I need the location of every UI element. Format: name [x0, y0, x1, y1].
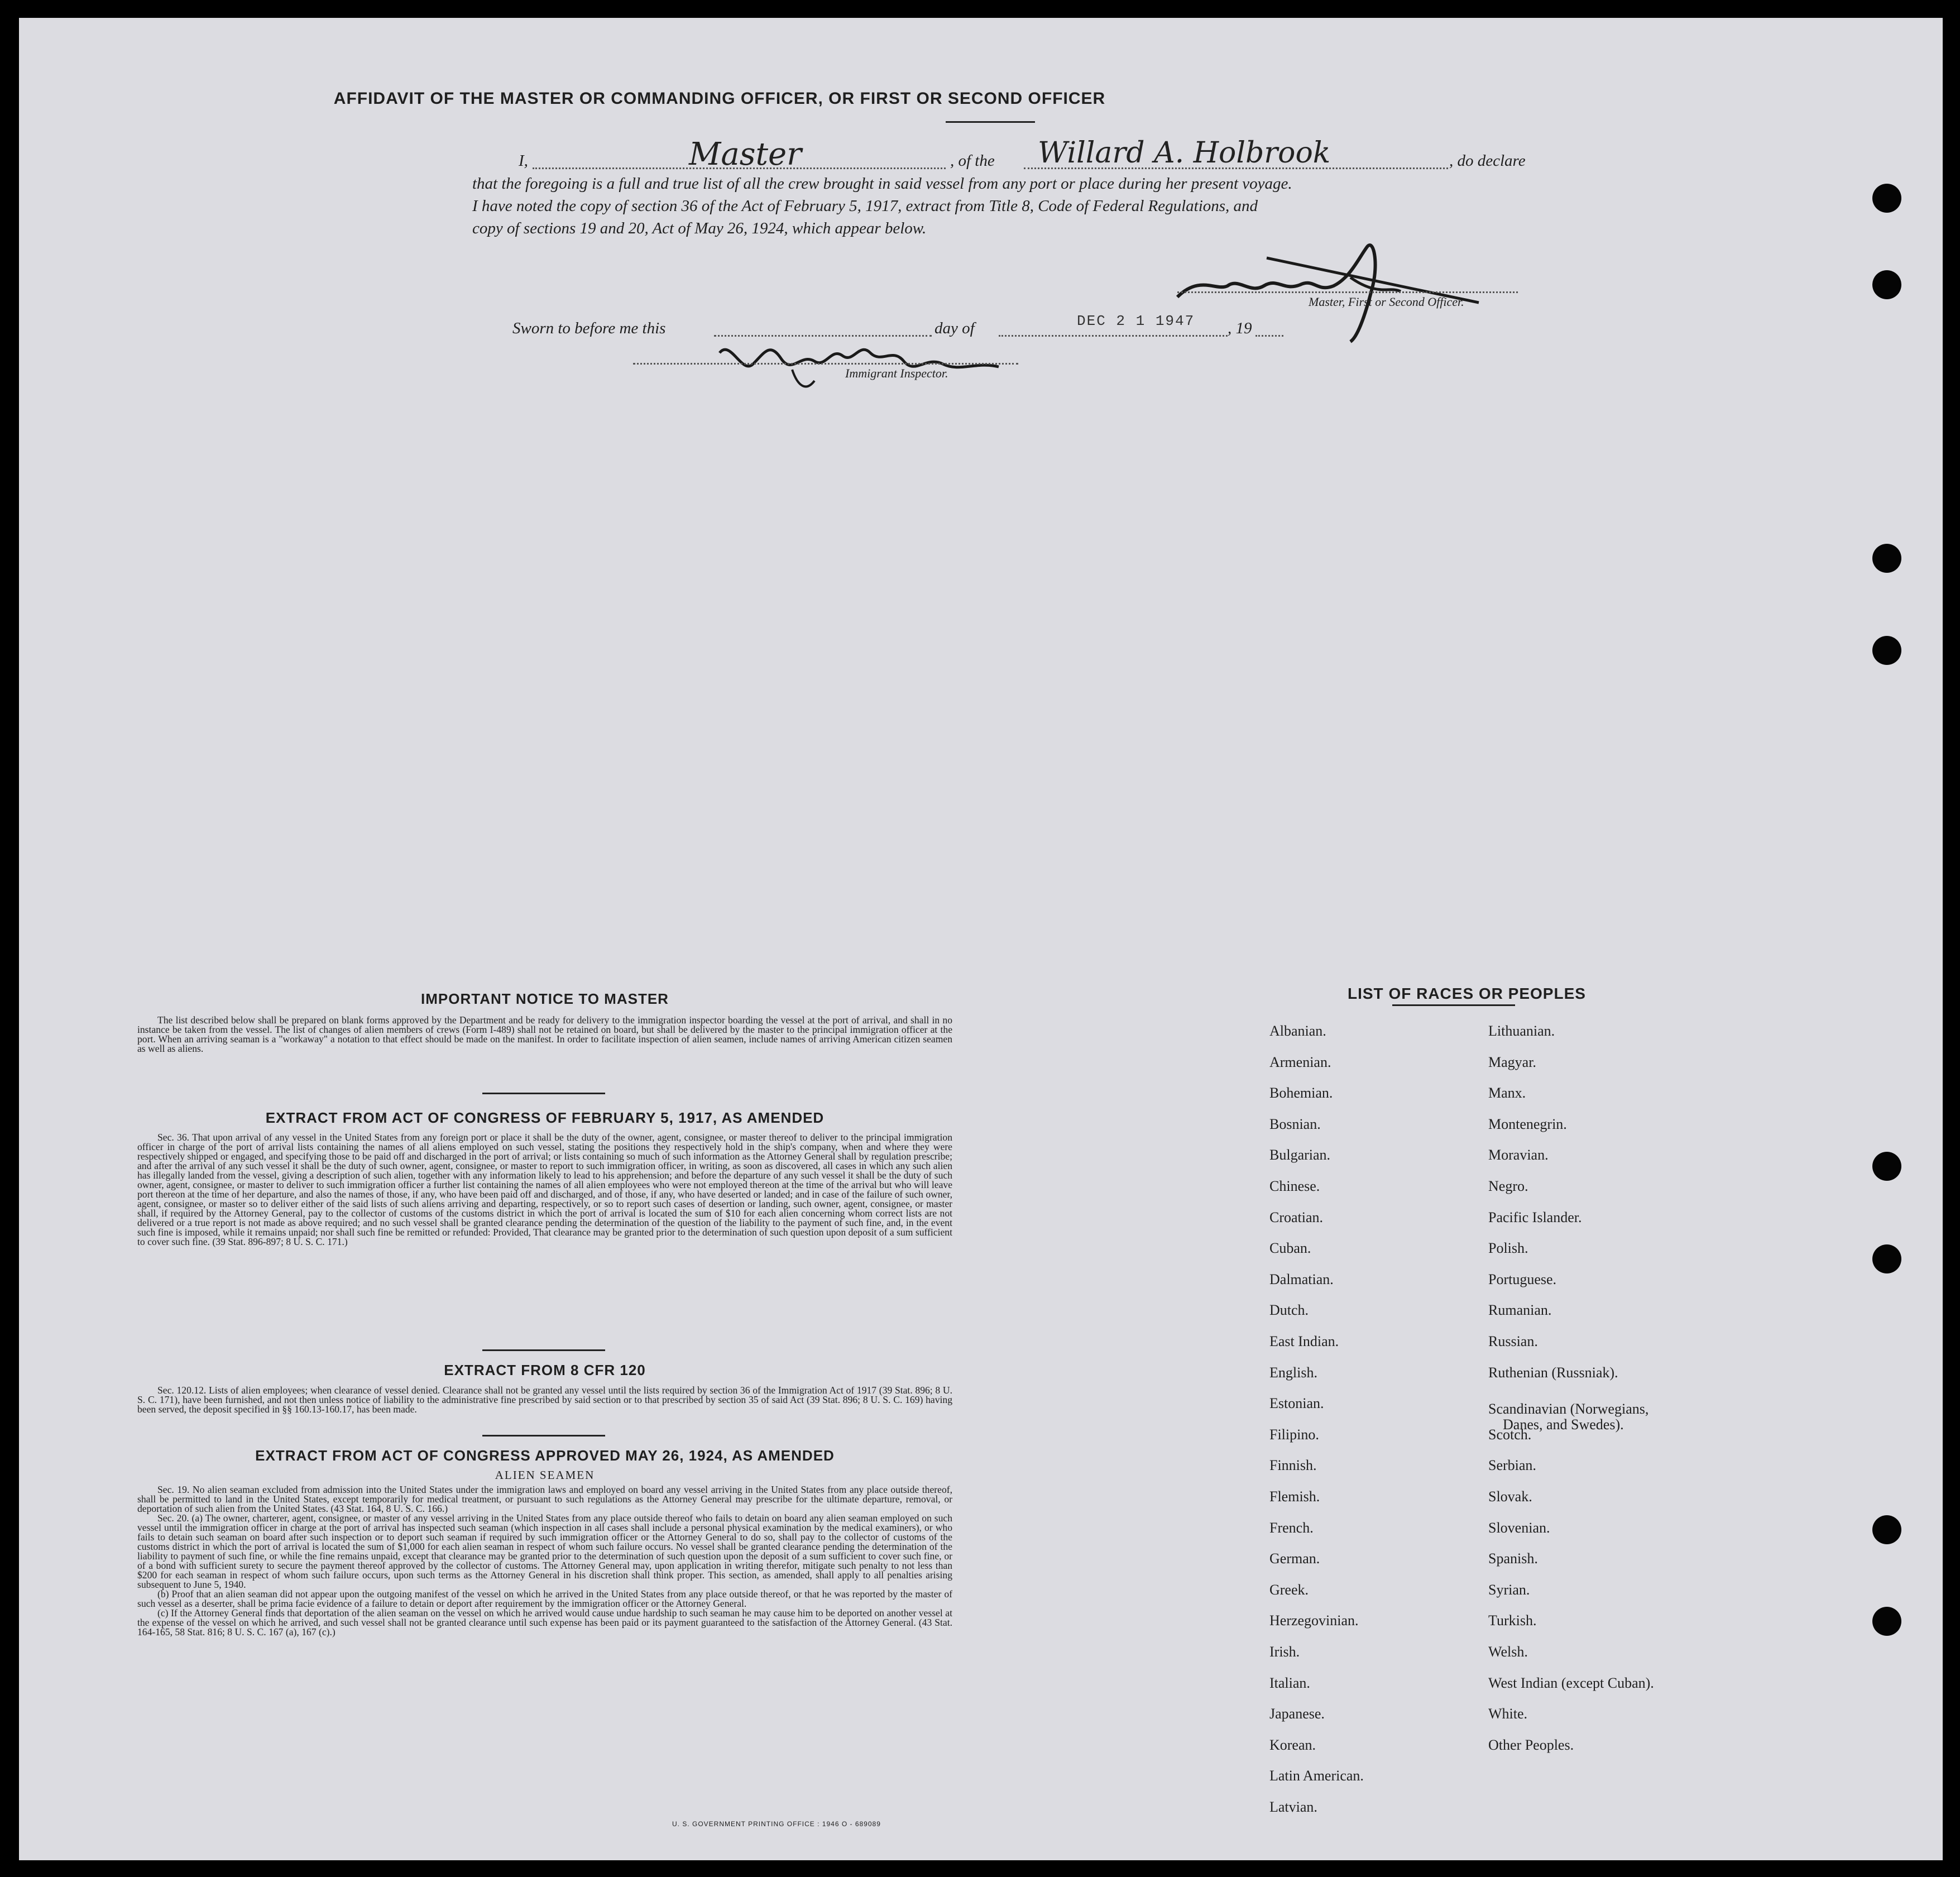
race-item: Latin American.	[1269, 1768, 1364, 1784]
sec20b-paragraph: (b) Proof that an alien seaman did not appear upon the outgoing manifest of the vessel on which he arrived in the United States from any place outside thereof, or that he was reported by the master of such vessel as a deserter, shall be prima facie evidence of a failure to detain or deport after requirement by the immigration officer or the Attorney General.	[137, 1588, 952, 1609]
race-item: Syrian.	[1488, 1581, 1530, 1598]
races-column-2	[1488, 1023, 1801, 1849]
sec20a-paragraph: Sec. 20. (a) The owner, charterer, agent, consignee, or master of any vessel arriving in the United States from any place outside thereof who fails to detain on board any alien seaman employed on such vessel until the immigration officer in charge at the port of arrival has inspected such seaman (which inspection in all cases shall include a personal physical examination by the medical examiners), or who fails to detain such seaman on board after such inspection or to deport such seaman if required by such immigration officer or the Attorney General to do so, shall pay to the collector of customs of the customs district in which the port of arrival is located the sum of $1,000 for each alien seaman in respect of whom such failure occurs. No vessel shall be granted clearance pending the determination of the liability to payment of such fine, or while the fine remains unpaid, except that clearance may be granted prior to the determination of such question upon the deposit of a sum sufficient to cover such fine, or of a bond with sufficient surety to secure the payment thereof approved by the collector of customs. The Attorney General may, upon application in writing therefor, mitigate such penalty to not less than $200 for each seaman in respect of whom such failure occurs, upon such terms as the Attorney General in his discretion shall think proper. This section, as amended, shall apply to all penalties arising subsequent to June 5, 1940.	[137, 1512, 952, 1590]
race-item: Turkish.	[1488, 1612, 1537, 1629]
binder-hole	[1872, 1607, 1901, 1636]
extract-1917-text	[137, 1133, 952, 1247]
race-item: Polish.	[1488, 1240, 1528, 1257]
race-item: Scandinavian (Norwegians,	[1488, 1401, 1649, 1418]
race-item: Chinese.	[1269, 1178, 1320, 1194]
race-item: Cuban.	[1269, 1240, 1311, 1257]
race-item: Montenegrin.	[1488, 1115, 1567, 1132]
affidavit-line3: I have noted the copy of section 36 of the Act of February 5, 1917, extract from Title 8, Code of Federal Regulations, and	[472, 197, 1258, 215]
sec36-paragraph: Sec. 36. That upon arrival of any vessel in the United States from any foreign port or place it shall be the duty of the owner, agent, consignee, or master thereof to deliver to the principal immigration officer in charge of the port of arrival lists containing the names of all aliens employed on such vessel, stating the positions they respectively hold in the ship's company, when and where they were respectively shipped or engaged, and specifying those to be paid off and discharged in the port of arrival; or lists containing so much of such information as the Attorney General shall by regulation prescribe; and after the arrival of any such vessel it shall be the duty of such owner, agent, consignee, or master to report to such immigration officer, in writing, as soon as discovered, all cases in which any such alien has illegally landed from the vessel, giving a description of such alien, together with any information likely to lead to his apprehension; and before the departure of any such vessel it shall be the duty of such owner, agent, consignee, or master to deliver to such immigration officer a further list containing the names of all alien employees who were not employed thereon at the time of the arrival but who will leave port thereon at the time of her departure, and also the names of those, if any, who have been paid off and discharged, and of those, if any, who have deserted or landed; and in case of the failure of such owner, agent, consignee, or master so to deliver either of the said lists of such aliens arriving and departing, respectively, or so to report such cases of desertion or landing, such owner, agent, consignee, or master shall, if required by the Attorney General, pay to the collector of customs of the customs district in which the port of arrival is located the sum of $10 for each alien concerning whom correct lists are not delivered or a true report is not made as above required; and no such vessel shall be granted clearance pending the determination of the question of the liability to the payment of such fine, and, in the event such fine is imposed, while it remains unpaid; nor shall such fine be remitted or refunded: Provided, That clearance may be granted prior to the determination of such question upon deposit of a sum sufficient to cover such fine. (39 Stat. 896-897; 8 U. S. C. 171.)	[137, 1132, 952, 1247]
section-divider	[482, 1093, 605, 1094]
section-divider	[482, 1349, 605, 1351]
inspector-signature-line	[633, 363, 1018, 365]
handwritten-master: Master	[689, 136, 802, 173]
binder-hole	[1872, 636, 1901, 665]
race-item: Albanian.	[1269, 1023, 1326, 1039]
printer-imprint: U. S. GOVERNMENT PRINTING OFFICE : 1946 O - 689089	[672, 1820, 881, 1828]
race-item: Manx.	[1488, 1085, 1526, 1102]
handwritten-vessel: Willard A. Holbrook	[1038, 136, 1331, 170]
affidavit-i: I,	[519, 152, 528, 170]
race-item: Greek.	[1269, 1581, 1309, 1598]
sworn-day-of: day of	[935, 319, 975, 337]
sworn-year-blank	[1255, 335, 1283, 337]
races-title: LIST OF RACES OR PEOPLES	[1348, 985, 1586, 1002]
sec120-paragraph: Sec. 120.12. Lists of alien employees; when clearance of vessel denied. Clearance shall not be granted any vessel until the lists required by section 36 of the Immigration Act of 1917 (39 Stat. 896; 8 U. S. C. 171), have been furnished, and not then unless notice of liability to the administrative fine prescribed by said section or to that prescribed by section 35 of said Act (39 Stat. 896; 8 U. S. C. 169) having been served, the deposit specified in §§ 160.13-160.17, has been made.	[137, 1385, 952, 1415]
binder-hole	[1872, 544, 1901, 573]
race-item: Dalmatian.	[1269, 1271, 1334, 1287]
race-item: East Indian.	[1269, 1333, 1339, 1349]
race-item: Bulgarian.	[1269, 1147, 1331, 1163]
notice-title: IMPORTANT NOTICE TO MASTER	[421, 990, 669, 1007]
race-item: Korean.	[1269, 1736, 1316, 1753]
binder-hole	[1872, 1152, 1901, 1181]
race-item: Filipino.	[1269, 1426, 1319, 1443]
sworn-prefix: Sworn to before me this	[512, 319, 666, 337]
signature-line	[1177, 291, 1518, 293]
race-item: Finnish.	[1269, 1457, 1317, 1474]
race-item: West Indian (except Cuban).	[1488, 1674, 1654, 1691]
race-item: Irish.	[1269, 1644, 1300, 1660]
sworn-month-blank	[999, 335, 1228, 337]
binder-hole	[1872, 270, 1901, 299]
binder-hole	[1872, 184, 1901, 213]
section-divider	[482, 1435, 605, 1437]
races-column-1	[1269, 1023, 1470, 1849]
races-divider	[1392, 1004, 1515, 1006]
sec20c-paragraph: (c) If the Attorney General finds that deportation of the alien seaman on the vessel on which he arrived would cause undue hardship to such seaman he may cause him to be deported on another vessel at the expense of the vessel on which he arrived, and such vessel shall not be granted clearance until such expense has been paid or its payment guaranteed to the satisfaction of the Attorney General. (43 Stat. 164-165, 58 Stat. 816; 8 U. S. C. 167 (a), 167 (c).)	[137, 1607, 952, 1637]
sec19-paragraph: Sec. 19. No alien seaman excluded from admission into the United States under the immigration laws and employed on board any vessel arriving in the United States from any place outside thereof, shall be permitted to land in the United States, except temporarily for medical treatment, or pursuant to such regulations as the Attorney General may prescribe for the ultimate departure, removal, or deportation of such alien from the United States. (43 Stat. 164, 8 U. S. C. 166.)	[137, 1484, 952, 1514]
affidavit-line4: copy of sections 19 and 20, Act of May 26, 1924, which appear below.	[472, 219, 927, 237]
race-item: Welsh.	[1488, 1644, 1528, 1660]
signature-caption: Master, First or Second Officer.	[1309, 295, 1464, 309]
form-sheet	[19, 18, 1943, 1860]
race-item: Slovenian.	[1488, 1519, 1550, 1536]
race-item: Magyar.	[1488, 1054, 1536, 1070]
race-item: Dutch.	[1269, 1302, 1309, 1319]
race-item: Serbian.	[1488, 1457, 1536, 1474]
race-item: Scotch.	[1488, 1426, 1532, 1443]
race-item: Moravian.	[1488, 1147, 1549, 1163]
affidavit-of-the: , of the	[950, 152, 995, 170]
binder-hole	[1872, 1244, 1901, 1273]
race-item: Latvian.	[1269, 1799, 1317, 1815]
race-item: White.	[1488, 1706, 1528, 1722]
race-item: Estonian.	[1269, 1395, 1324, 1412]
race-item: Slovak.	[1488, 1488, 1532, 1505]
race-item: Croatian.	[1269, 1209, 1324, 1225]
race-item: Negro.	[1488, 1178, 1528, 1194]
race-item: German.	[1269, 1550, 1320, 1567]
race-item: Armenian.	[1269, 1054, 1331, 1070]
race-item: French.	[1269, 1519, 1314, 1536]
race-item: Other Peoples.	[1488, 1736, 1574, 1753]
notice-paragraph: The list described below shall be prepared on blank forms approved by the Department and be ready for delivery to the immigration inspector boarding the vessel at the port of arrival, and shall in no instance be taken from the vessel. The list of changes of alien members of crews (Form I-489) shall not be retained on board, but shall be delivered by the master to the principal immigration officer at the port. When an arriving seaman is a "workaway" a notation to that effect should be made on the manifest. In order to facilitate inspection of alien seamen, include names of arriving American citizen seamen as well as aliens.	[137, 1014, 952, 1054]
sworn-year: , 19	[1228, 319, 1252, 337]
extract-cfr-title: EXTRACT FROM 8 CFR 120	[444, 1362, 646, 1378]
race-item: Flemish.	[1269, 1488, 1320, 1505]
affidavit-title: AFFIDAVIT OF THE MASTER OR COMMANDING OFFICER, OR FIRST OR SECOND OFFICER	[333, 89, 1106, 108]
extract-1924-title: EXTRACT FROM ACT OF CONGRESS APPROVED MAY 26, 1924, AS AMENDED	[255, 1447, 835, 1464]
race-item: Lithuanian.	[1488, 1023, 1555, 1039]
affidavit-line2: that the foregoing is a full and true list of all the crew brought in said vessel from any port or place during her present voyage.	[472, 175, 1292, 193]
master-signature	[1166, 224, 1523, 347]
date-stamp: DEC 2 1 1947	[1077, 313, 1195, 329]
race-item: Russian.	[1488, 1333, 1538, 1349]
title-divider	[946, 121, 1035, 123]
notice-text	[137, 1016, 952, 1054]
extract-1924-text	[137, 1485, 952, 1637]
extract-1917-title: EXTRACT FROM ACT OF CONGRESS OF FEBRUARY 5, 1917, AS AMENDED	[265, 1109, 825, 1126]
race-item: Bohemian.	[1269, 1085, 1333, 1102]
race-item: Japanese.	[1269, 1706, 1325, 1722]
race-item: Portuguese.	[1488, 1271, 1557, 1287]
race-item: Bosnian.	[1269, 1115, 1321, 1132]
binder-hole	[1872, 1515, 1901, 1544]
race-item: Italian.	[1269, 1674, 1310, 1691]
race-item: Danes, and Swedes).	[1503, 1416, 1624, 1433]
race-item: Rumanian.	[1488, 1302, 1552, 1319]
inspector-caption: Immigrant Inspector.	[845, 366, 948, 380]
race-item: Spanish.	[1488, 1550, 1538, 1567]
affidavit-declare: , do declare	[1449, 152, 1526, 170]
extract-cfr-text	[137, 1386, 952, 1414]
race-item: Ruthenian (Russniak).	[1488, 1364, 1618, 1381]
alien-seamen-subtitle: ALIEN SEAMEN	[495, 1468, 595, 1482]
race-item: Pacific Islander.	[1488, 1209, 1582, 1225]
race-item: English.	[1269, 1364, 1317, 1381]
race-item: Herzegovinian.	[1269, 1612, 1359, 1629]
